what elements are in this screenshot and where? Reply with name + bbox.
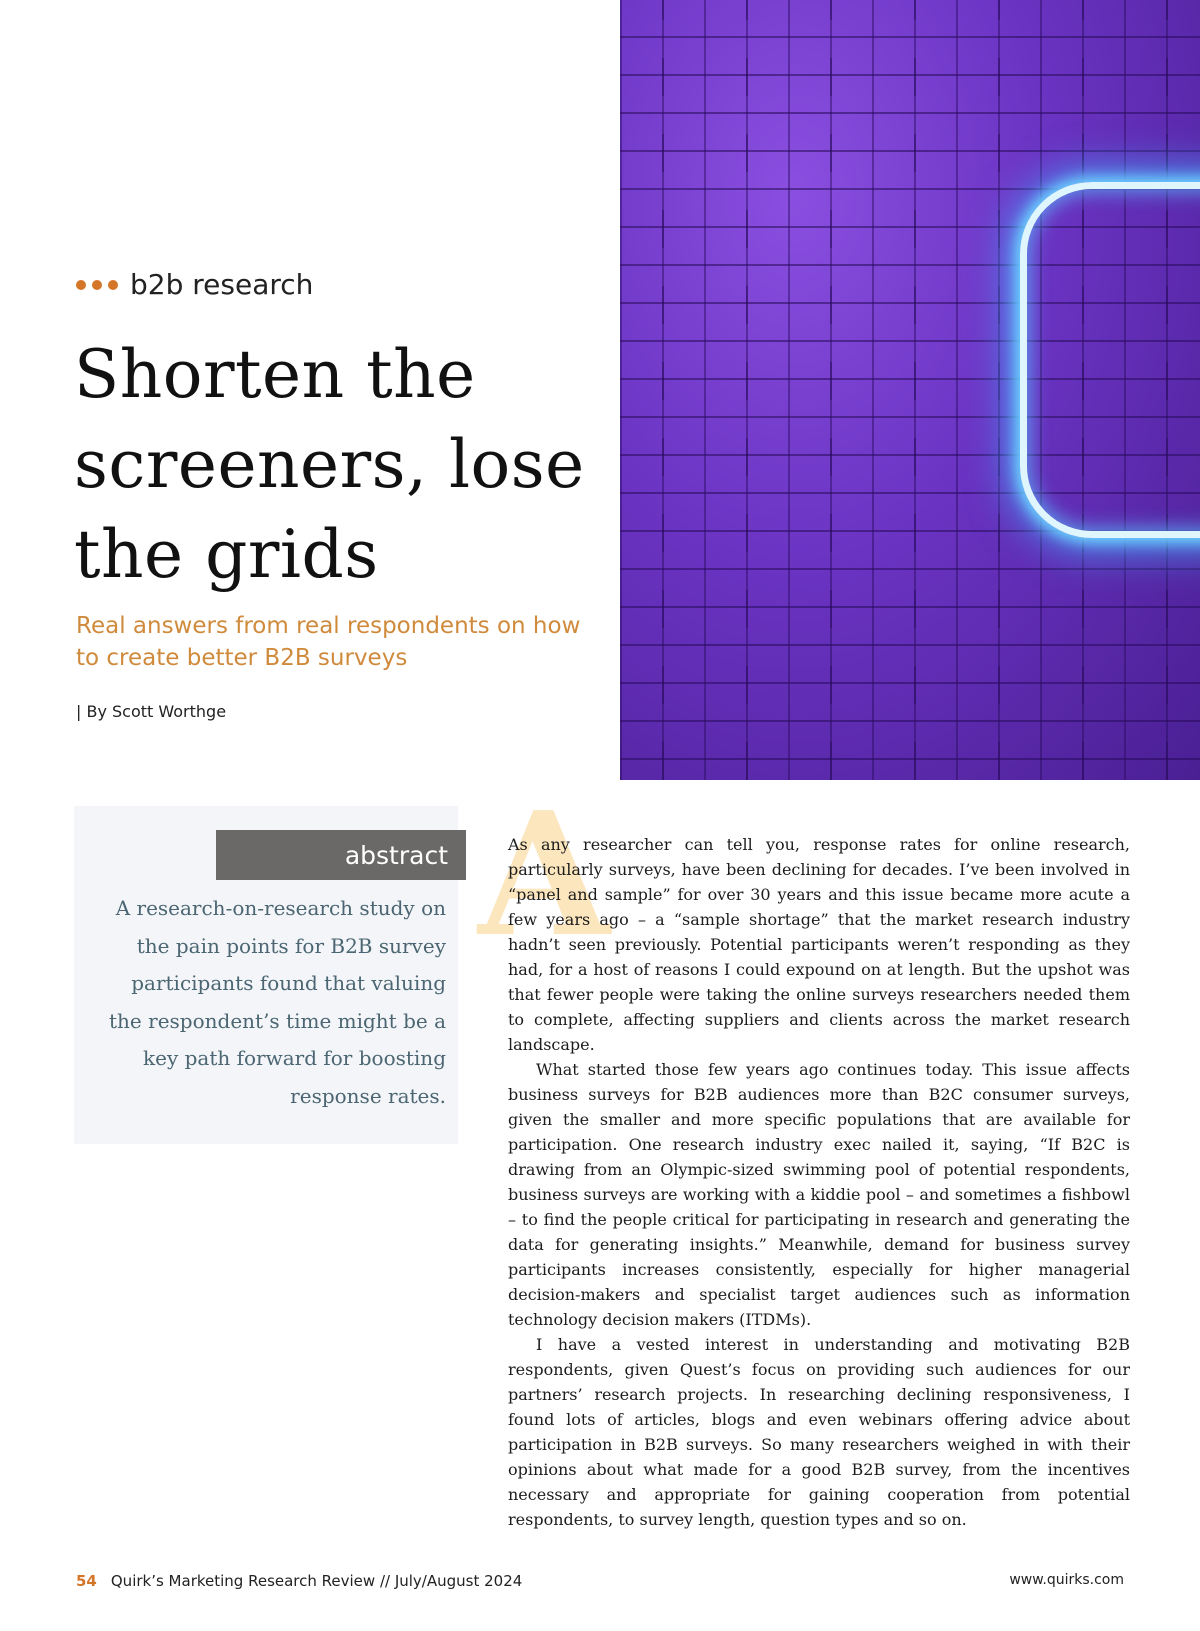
section-label-text: b2b research xyxy=(130,268,314,301)
paragraph: What started those few years ago continues today. This issue affects business surveys for B2B audiences more than B2C consumer surveys, given the smaller and more specific populations that are available for participation. One research industry exec nailed it, saying, “If B2C is drawing from an Olympic-sized swimming pool of potential respondents, business surveys are working with a kiddie pool – and sometimes a fishbowl – to find the people critical for participating in research and generating the data for generating insights.” Meanwhile, demand for business survey participants increases consistently, especially for higher managerial decision-makers and specialist target audiences such as information technology decision makers (ITDMs). xyxy=(508,1060,1130,1329)
drop-cap: A xyxy=(478,775,610,975)
footer-website-link[interactable]: www.quirks.com xyxy=(1009,1572,1124,1588)
neon-brick-wall-image xyxy=(620,0,1200,780)
article-title: Shorten the screeners, lose the grids xyxy=(74,336,585,593)
dot xyxy=(76,280,86,290)
article-subtitle: Real answers from real respondents on how to create better B2B surveys xyxy=(76,613,581,671)
paragraph: I have a vested interest in understanding and motivating B2B respondents, given Quest’s focus on providing such audiences for our partners’ research projects. In researching declining responsiveness, I found lots of articles, blogs and even webinars offering advice about participation in B2B surveys. So many researchers weighed in with their opinions about what made for a good B2B survey, from the incentives necessary and appropriate for gaining cooperation from potential respondents, to survey length, question types and so on. xyxy=(508,1335,1130,1529)
page-number: 54 xyxy=(76,1572,97,1590)
abstract-label: abstract xyxy=(216,830,466,880)
dots-icon xyxy=(76,280,118,290)
article-body xyxy=(508,832,1130,1532)
byline: | By Scott Worthge xyxy=(76,702,227,721)
publication-name: Quirk’s Marketing Research Review // July/August 2024 xyxy=(110,1572,523,1590)
abstract-text: A research-on-research study on the pain points for B2B survey participants found that valuing the respondent’s time might be a key path forward for boosting response rates. xyxy=(109,896,446,1108)
footer-publication xyxy=(76,1572,522,1590)
neon-light-frame xyxy=(1020,182,1200,538)
dot xyxy=(108,280,118,290)
dot xyxy=(92,280,102,290)
paragraph: As any researcher can tell you, response rates for online research, particularly surveys, have been declining for decades. I’ve been involved in “panel and sample” for over 30 years and this issue became more acute a few years ago – a “sample shortage” that the market research industry hadn’t seen previously. Potential participants weren’t responding as they had, for a host of reasons I could expound on at length. But the upshot was that fewer people were taking the online surveys researchers needed them to complete, affecting suppliers and clients across the market research landscape. xyxy=(508,835,1130,1054)
section-label xyxy=(76,268,313,301)
